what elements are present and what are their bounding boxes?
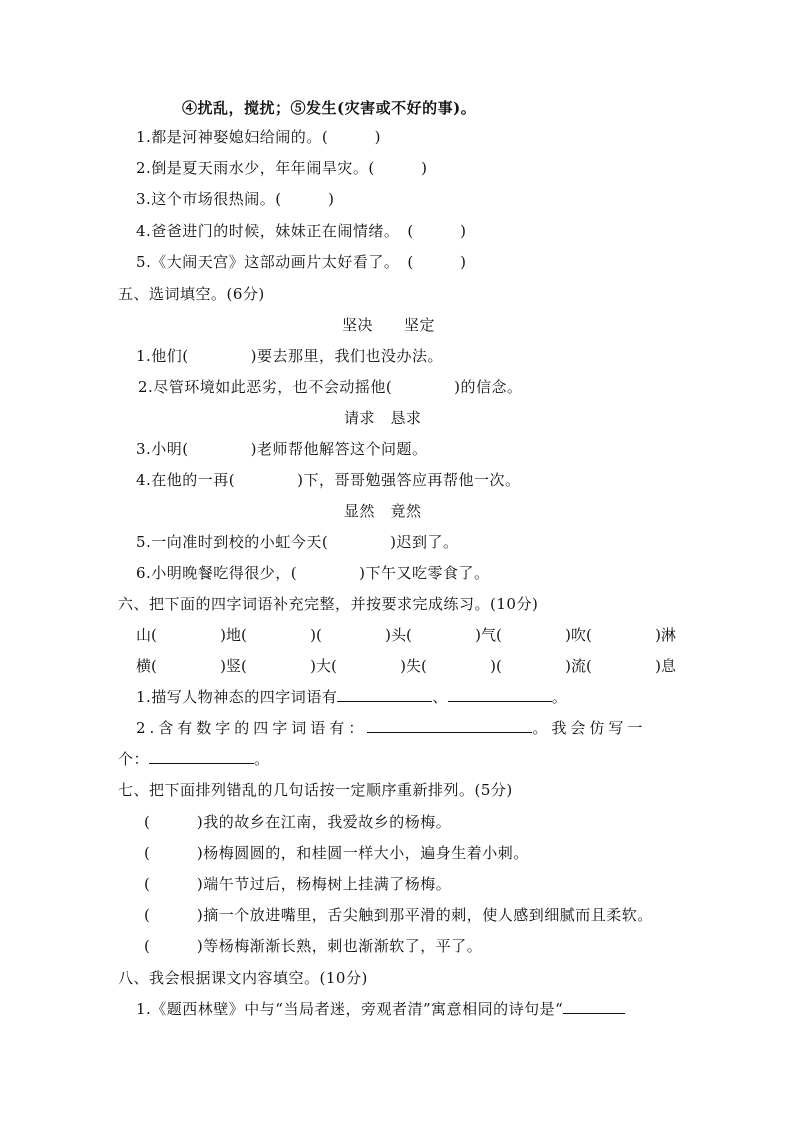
sec7-item-4: ( )摘一个放进嘴里，舌尖触到那平滑的刺，使人感到细腻而且柔软。 [144,906,653,924]
sec8-question-1 [136,998,625,1020]
separator: 、 [432,688,448,706]
sec5-question-1: 1.他们( )要去那里，我们也没办法。 [136,347,444,365]
sec7-item-3: ( )端午节过后，杨梅树上挂满了杨梅。 [144,875,452,893]
sec7-item-1: ( )我的故乡在江南，我爱故乡的杨梅。 [144,813,452,831]
q2-text-cont: 个： [118,750,150,768]
word-choices-2: 请求 恳求 [344,409,422,427]
sec7-item-2: ( )杨梅圆圆的，和桂圆一样大小，遍身生着小刺。 [144,844,529,862]
q4-item-5: 5.《大闹天宫》这部动画片太好看了。 ( ) [136,253,467,271]
idiom-cell: )头( [385,626,412,644]
idiom-cell: )气( [475,626,502,644]
idiom-row-1 [136,624,676,646]
q4-item-2: 2.倒是夏天雨水少，年年闹旱灾。( ) [136,159,428,177]
sec6-question-1 [136,686,567,708]
q1-text: 1.描写人物神态的四字词语有 [136,688,338,706]
sec5-question-3: 3.小明( )老师帮他解答这个问题。 [136,440,428,458]
q2-text: 2.含有数字的四字词语有： [136,719,368,737]
idiom-cell: )竖( [220,657,247,675]
word-meaning-line: ④扰乱，搅扰；⑤发生(灾害或不好的事)。 [182,99,477,117]
sec5-question-4: 4.在他的一再( )下，哥哥勉强答应再帮他一次。 [136,471,521,489]
section-5-title: 五、选词填空。(6分) [118,285,265,303]
period: 。 [551,688,568,706]
section-6-title: 六、把下面的四字词语补充完整，并按要求完成练习。(10分) [118,595,539,613]
sec6-question-2 [136,717,646,739]
idiom-cell: )大( [310,657,337,675]
idiom-cell: )失( [400,657,427,675]
q4-item-3: 3.这个市场很热闹。( ) [136,190,335,208]
answer-blank[interactable] [563,999,625,1014]
answer-blank[interactable] [337,687,432,702]
q4-item-1: 1.都是河神娶媳妇给闹的。( ) [136,128,382,146]
idiom-cell: )流( [565,657,592,675]
word-choices-1: 坚决 坚定 [342,316,436,334]
q1-text: 1.《题西林壁》中与“当局者迷，旁观者清”寓意相同的诗句是“ [136,1000,564,1018]
idiom-cell: )( [310,626,322,644]
answer-blank[interactable] [149,749,254,764]
sec5-question-2: 2.尽管环境如此恶劣，也不会动摇他( )的信念。 [138,378,523,396]
idiom-cell: )息 [655,657,676,675]
answer-blank[interactable] [367,718,532,733]
idiom-cell: 山( [136,626,157,644]
sec7-item-5: ( )等杨梅渐渐长熟，刺也渐渐软了，平了。 [144,937,483,955]
sec6-question-2-cont [118,748,270,770]
period: 。 [254,750,270,768]
idiom-cell: )淋 [655,626,676,644]
q4-item-4: 4.爸爸进门的时候，妹妹正在闹情绪。 ( ) [136,222,467,240]
q2-text-mid: 。我会仿写一 [532,719,647,737]
idiom-cell: )( [490,657,502,675]
idiom-row-2 [136,655,676,677]
answer-blank[interactable] [448,687,552,702]
section-7-title: 七、把下面排列错乱的几句话按一定顺序重新排列。(5分) [118,781,513,799]
section-8-title: 八、我会根据课文内容填空。(10分) [118,969,368,987]
idiom-cell: 横( [136,657,157,675]
sec5-question-5: 5.一向准时到校的小虹今天( )迟到了。 [136,533,459,551]
idiom-cell: )吹( [565,626,592,644]
sec5-question-6: 6.小明晚餐吃得很少，( )下午又吃零食了。 [136,564,490,582]
word-choices-3: 显然 竟然 [344,502,422,520]
idiom-cell: )地( [220,626,247,644]
